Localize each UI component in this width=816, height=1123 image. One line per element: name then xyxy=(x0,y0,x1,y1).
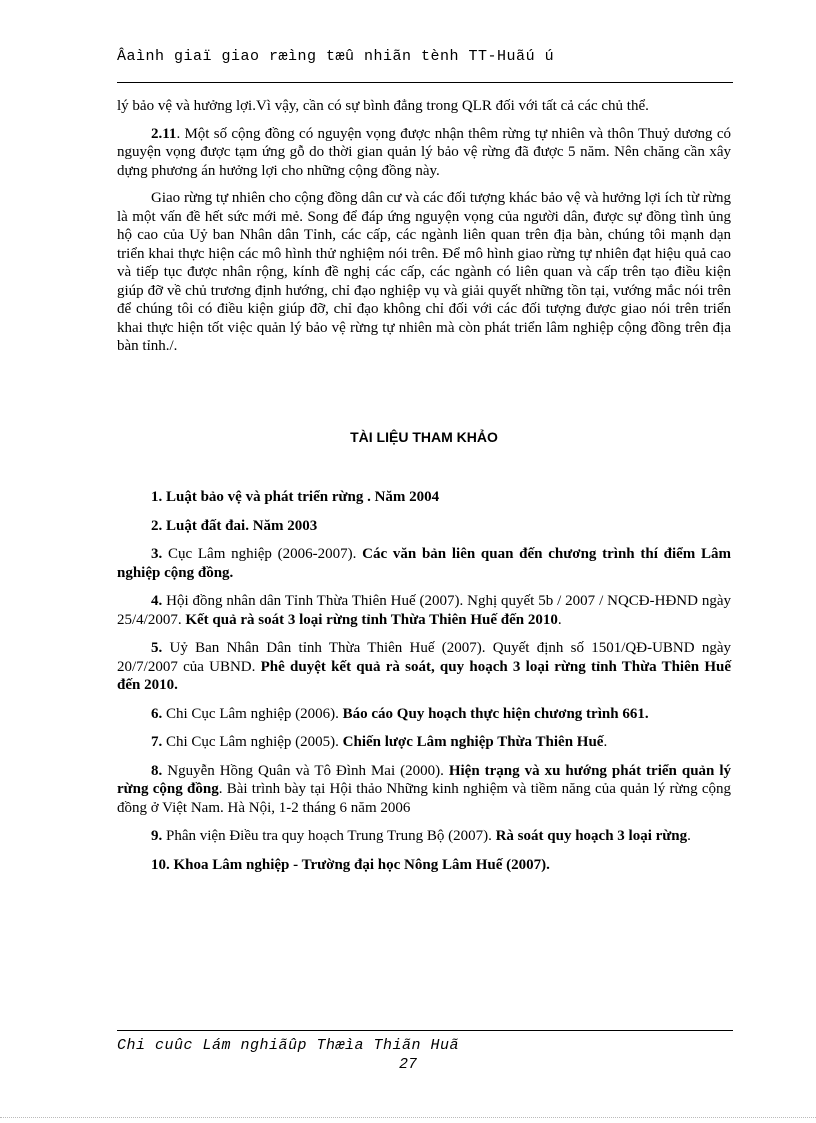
reference-tail: . xyxy=(557,611,562,628)
reference-title: Rà soát quy hoạch 3 loại rừng xyxy=(495,828,688,844)
reference-number: 8. xyxy=(151,762,163,779)
page-edge-divider xyxy=(0,1117,816,1118)
reference-title: Phê duyệt kết quả rà soát, quy hoạch 3 loại rừng tỉnh Thừa Thiên Huế đến 2010. xyxy=(117,658,731,693)
running-header: Âaình giaï giao ræìng tæû nhiãn tènh TT-Huãú ú xyxy=(117,48,555,65)
reference-title: Hiện trạng và xu hướng phát triển quản lý rừng cộng đồng xyxy=(117,762,732,797)
running-footer: Chi cuûc Lám nghiãûp Thæìa Thiãn Huã xyxy=(117,1037,460,1054)
reference-tail: . Bài trình bày tại Hội thảo Những kinh nghiệm và tiềm năng của quản lý rừng cộng đồng ở Việt Nam. Hà Nội, 1-2 tháng 6 năm 2006 xyxy=(117,781,731,816)
section-number: 2.11 xyxy=(151,125,177,142)
reference-tail: . xyxy=(603,734,608,750)
paragraph-conclusion: Giao rừng tự nhiên cho cộng đồng dân cư và các đối tượng khác bảo vệ và hưởng lợi ích từ rừng là một vấn đề hết sức mới mẻ. Song để đáp ứng nguyện vọng của người dân, được sự đồng tình ủng hộ cao của Uỷ ban Nhân dân Tỉnh, các cấp, các ngành liên quan trên địa bàn, chúng tôi mạnh dạn triển khai thực hiện các mô hình thử nghiệm nói trên. Để mô hình giao rừng tự nhiên đạt hiệu quả cao và tiếp tục được nhân rộng, kính đề nghị các cấp, các ngành có liên quan và cấp trên tạo điều kiện giúp đỡ về chủ trương định hướng, chỉ đạo nghiệp vụ và giải quyết những tồn tại, vướng mắc nói trên để chúng tôi có điều kiện giúp đỡ, chỉ đạo không chỉ đối với các đối tượng được giao nói trên triển khai thực hiện tốt việc quản lý bảo vệ rừng tự nhiên mà còn phát triển lâm nghiệp cộng đồng trên địa bàn tỉnh./. xyxy=(117,190,731,354)
header-rule xyxy=(117,82,733,83)
references-title: TÀI LIỆU THAM KHẢO xyxy=(350,428,498,445)
reference-number: 4. xyxy=(151,593,163,609)
reference-item xyxy=(117,488,731,507)
reference-item xyxy=(117,762,731,818)
reference-plain: Hội đồng nhân dân Tỉnh Thừa Thiên Huế (2007). Nghị quyết 5b / 2007 / NQCĐ-HĐND ngày 25/4/2007. xyxy=(117,593,731,628)
reference-tail: . xyxy=(687,828,691,844)
page-body xyxy=(117,97,731,884)
reference-plain: Nguyễn Hồng Quân và Tô Đình Mai (2000). xyxy=(167,762,444,779)
reference-title: Khoa Lâm nghiệp - Trường đại học Nông Lâm Huế (2007). xyxy=(173,856,550,873)
reference-title: Các văn bản liên quan đến chương trình thí điểm Lâm nghiệp cộng đồng. xyxy=(117,546,732,581)
reference-number: 1. xyxy=(151,489,163,505)
reference-item xyxy=(117,856,731,875)
reference-item xyxy=(117,545,731,582)
reference-title: Kết quả rà soát 3 loại rừng tỉnh Thừa Thiên Huế đến 2010 xyxy=(185,611,558,628)
reference-item xyxy=(117,639,731,695)
reference-plain: Uỷ Ban Nhân Dân tỉnh Thừa Thiên Huế (2007). Quyết định số 1501/QĐ-UBND ngày 20/7/2007 của UBND. xyxy=(117,640,731,675)
reference-number: 3. xyxy=(151,546,163,562)
reference-item xyxy=(117,592,731,629)
reference-item xyxy=(117,705,731,724)
reference-plain: Chi Cục Lâm nghiệp (2005). xyxy=(166,734,339,750)
reference-number: 5. xyxy=(151,640,163,656)
reference-number: 7. xyxy=(151,734,163,750)
footer-rule xyxy=(117,1030,733,1031)
reference-title: Báo cáo Quy hoạch thực hiện chương trình 661. xyxy=(342,705,649,722)
page-number: 27 xyxy=(398,1056,417,1073)
reference-item xyxy=(117,733,731,752)
reference-plain: Cục Lâm nghiệp (2006-2007). xyxy=(167,546,357,562)
reference-title: Luật đất đai. Năm 2003 xyxy=(166,517,318,534)
reference-number: 10. xyxy=(151,856,170,873)
paragraph-2-11 xyxy=(117,125,731,181)
paragraph-text: . Một số cộng đồng có nguyện vọng được nhận thêm rừng tự nhiên và thôn Thuỷ dương có nguyện vọng được tạm ứng gỗ do thời gian quản lý bảo vệ rừng đã được 5 năm. Nên chăng cần xây dựng phương án hưởng lợi cho những cộng đồng này. xyxy=(117,125,731,179)
paragraph-continuation: lý bảo vệ và hưởng lợi.Vì vậy, cần có sự bình đẳng trong QLR đối với tất cả các chủ thể. xyxy=(117,98,649,114)
reference-title: Luật bảo vệ và phát triển rừng . Năm 2004 xyxy=(166,489,440,505)
reference-number: 2. xyxy=(151,517,163,534)
reference-plain: Chi Cục Lâm nghiệp (2006). xyxy=(166,705,339,722)
reference-plain: Phân viện Điều tra quy hoạch Trung Trung Bộ (2007). xyxy=(166,828,492,844)
reference-list xyxy=(117,488,731,874)
reference-number: 9. xyxy=(151,828,163,844)
reference-title: Chiến lược Lâm nghiệp Thừa Thiên Huế xyxy=(342,734,604,750)
reference-item xyxy=(117,517,731,536)
reference-item xyxy=(117,827,731,846)
reference-number: 6. xyxy=(151,705,163,722)
